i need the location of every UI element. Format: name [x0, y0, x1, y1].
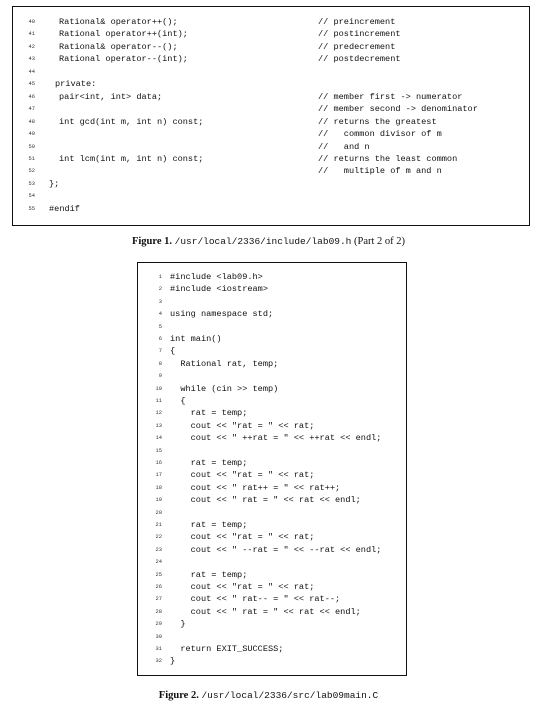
line-number: 28 — [155, 608, 162, 615]
code-line — [138, 482, 406, 494]
code-comment: // preincrement — [318, 17, 396, 27]
line-number: 15 — [155, 447, 162, 454]
code-text: cout << " rat++ = " << rat++; — [170, 482, 341, 493]
code-line — [138, 370, 406, 382]
code-text: rat = temp; — [170, 408, 248, 419]
code-text: cout << "rat = " << rat; — [170, 420, 315, 431]
code-text: }; — [49, 178, 60, 189]
code-text: { — [170, 396, 186, 406]
code-line — [138, 407, 406, 419]
code-line — [138, 556, 406, 568]
line-number: 14 — [155, 435, 162, 442]
line-number: 46 — [28, 93, 35, 100]
code-line — [138, 631, 406, 643]
line-number: 17 — [155, 472, 162, 479]
code-line — [138, 643, 406, 655]
line-number: 31 — [155, 646, 162, 652]
figure2-path: /usr/local/2336/src/lab09main.C — [201, 690, 379, 701]
line-number: 19 — [155, 497, 162, 504]
code-text: #include <lab09.h> — [170, 272, 263, 282]
code-text: rat = temp; — [170, 458, 248, 468]
line-number: 9 — [158, 373, 162, 380]
code-line — [138, 569, 406, 581]
line-number: 51 — [28, 155, 35, 162]
code-text: cout << " ++rat = " << ++rat << endl; — [170, 433, 382, 444]
code-line — [13, 41, 529, 53]
line-number: 5 — [158, 323, 162, 330]
code-line — [13, 178, 529, 190]
line-number: 52 — [28, 168, 35, 175]
line-number: 22 — [155, 534, 162, 541]
code-line — [13, 66, 529, 78]
code-line — [138, 358, 406, 370]
code-comment: // member first -> numerator — [318, 91, 463, 102]
line-number: 11 — [155, 398, 162, 404]
code-line — [13, 28, 529, 40]
figure1-suffix: (Part 2 of 2) — [354, 236, 406, 247]
code-line — [138, 345, 406, 357]
line-number: 53 — [28, 180, 35, 187]
code-text: cout << "rat = " << rat; — [170, 470, 315, 481]
code-line — [138, 618, 406, 630]
code-line — [13, 78, 529, 90]
line-number: 20 — [155, 509, 162, 516]
code-line — [138, 283, 406, 295]
line-number: 29 — [155, 621, 162, 628]
line-number: 41 — [28, 31, 35, 38]
line-number: 40 — [28, 19, 35, 25]
code-comment: // member second -> denominator — [318, 104, 478, 115]
line-number: 7 — [158, 348, 162, 355]
code-text: return EXIT_SUCCESS; — [170, 644, 284, 654]
code-text: } — [170, 656, 176, 667]
main-code-listing — [137, 262, 407, 676]
code-comment: // multiple of m and n — [318, 166, 442, 177]
line-number: 1 — [158, 274, 162, 280]
code-text: cout << " rat-- = " << rat--; — [170, 594, 341, 605]
code-line — [13, 16, 529, 28]
code-line — [138, 531, 406, 543]
line-number: 18 — [155, 484, 162, 491]
line-number: 4 — [158, 311, 162, 318]
code-line — [13, 153, 529, 165]
code-text: #endif — [49, 203, 80, 214]
code-line — [13, 165, 529, 177]
line-number: 13 — [155, 422, 162, 429]
line-number: 55 — [28, 205, 35, 212]
code-text: rat = temp; — [170, 569, 248, 580]
code-line — [13, 141, 529, 153]
code-line — [138, 308, 406, 320]
line-number: 21 — [155, 522, 162, 528]
figure1-path: /usr/local/2336/include/lab09.h — [174, 236, 352, 247]
code-line — [13, 190, 529, 202]
line-number: 50 — [28, 143, 35, 150]
code-text: cout << "rat = " << rat; — [170, 532, 315, 543]
line-number: 6 — [158, 336, 162, 342]
code-comment: // common divisor of m — [318, 129, 442, 140]
code-line — [138, 321, 406, 333]
code-line — [138, 655, 406, 667]
code-line — [138, 581, 406, 593]
code-comment: // returns the greatest — [318, 116, 437, 127]
line-number: 47 — [28, 106, 35, 113]
code-text: pair<int, int> data; — [59, 91, 163, 102]
line-number: 23 — [155, 546, 162, 553]
code-comment: // returns the least common — [318, 153, 458, 164]
code-text: Rational operator++(int); — [59, 29, 188, 40]
code-text: #include <iostream> — [170, 284, 268, 295]
code-line — [13, 128, 529, 140]
code-line — [138, 395, 406, 407]
figure1-label: Figure 1. — [131, 236, 173, 247]
line-number: 48 — [28, 118, 35, 125]
line-number: 16 — [155, 460, 162, 466]
line-number: 8 — [158, 360, 162, 367]
code-line — [138, 457, 406, 469]
code-text: Rational operator--(int); — [59, 54, 188, 65]
code-text: int gcd(int m, int n) const; — [59, 116, 204, 127]
code-comment: // postdecrement — [318, 54, 401, 65]
code-line — [138, 420, 406, 432]
code-comment: // postincrement — [318, 29, 401, 40]
line-number: 12 — [155, 410, 162, 417]
code-line — [138, 271, 406, 283]
line-number: 30 — [155, 633, 162, 640]
line-number: 32 — [155, 658, 162, 665]
code-line — [138, 445, 406, 457]
code-line — [138, 469, 406, 481]
code-line — [13, 91, 529, 103]
code-text: { — [170, 346, 176, 357]
code-line — [138, 519, 406, 531]
line-number: 27 — [155, 596, 162, 603]
line-number: 3 — [158, 298, 162, 305]
line-number: 24 — [155, 559, 162, 566]
code-line — [13, 53, 529, 65]
code-line — [13, 203, 529, 215]
code-line — [13, 116, 529, 128]
code-line — [138, 296, 406, 308]
code-line — [138, 383, 406, 395]
code-text: int lcm(int m, int n) const; — [59, 153, 204, 164]
figure2-label: Figure 2. — [158, 690, 199, 701]
code-text: cout << "rat = " << rat; — [170, 582, 315, 592]
code-text: } — [170, 619, 186, 630]
code-text: Rational& operator++(); — [59, 17, 178, 27]
code-text: cout << " rat = " << rat << endl; — [170, 606, 361, 617]
line-number: 49 — [28, 131, 35, 138]
code-text: cout << " --rat = " << --rat << endl; — [170, 544, 382, 555]
line-number: 2 — [158, 286, 162, 293]
code-text: rat = temp; — [170, 520, 248, 530]
code-text: Rational rat, temp; — [170, 358, 279, 369]
line-number: 42 — [28, 43, 35, 50]
code-text: int main() — [170, 334, 222, 344]
line-number: 54 — [28, 193, 35, 200]
header-code-listing — [12, 6, 530, 226]
line-number: 26 — [155, 584, 162, 590]
code-text: while (cin >> temp) — [170, 383, 279, 394]
line-number: 44 — [28, 68, 35, 75]
code-line — [138, 494, 406, 506]
code-line — [138, 606, 406, 618]
code-text: private: — [55, 79, 97, 90]
code-text: using namespace std; — [170, 309, 274, 320]
code-text: cout << " rat = " << rat << endl; — [170, 495, 361, 506]
line-number: 10 — [155, 385, 162, 392]
code-line — [138, 593, 406, 605]
code-comment: // predecrement — [318, 41, 396, 52]
code-comment: // and n — [318, 141, 370, 152]
code-line — [13, 103, 529, 115]
code-text: Rational& operator--(); — [59, 41, 178, 52]
code-line — [138, 507, 406, 519]
code-line — [138, 333, 406, 345]
code-line — [138, 544, 406, 556]
figure1-caption — [0, 236, 537, 247]
line-number: 25 — [155, 571, 162, 578]
figure2-caption — [0, 690, 537, 701]
line-number: 43 — [28, 56, 35, 63]
line-number: 45 — [28, 81, 35, 88]
code-line — [138, 432, 406, 444]
